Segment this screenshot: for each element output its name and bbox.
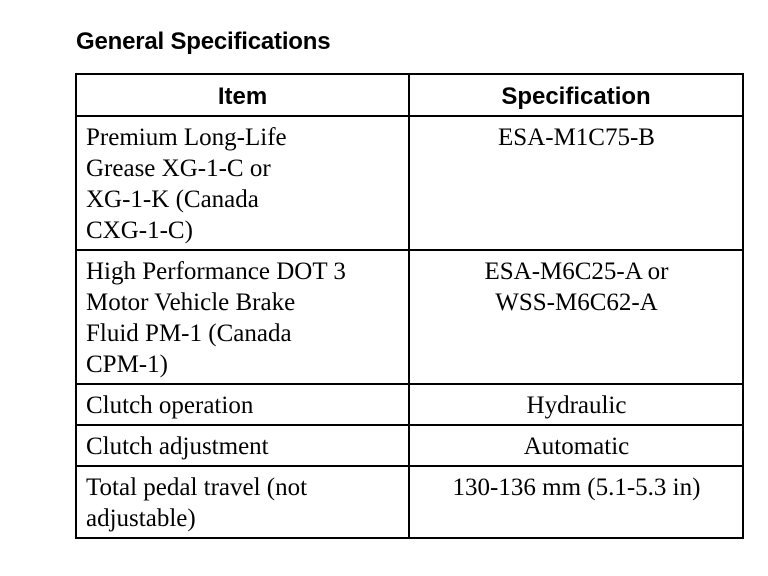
specification-cell <box>409 250 743 384</box>
specification-text-line: ESA-M1C75-B <box>498 124 655 151</box>
item-cell <box>76 116 409 250</box>
item-text-line: Clutch operation <box>86 392 254 419</box>
specification-text-line: WSS-M6C62-A <box>495 289 658 316</box>
item-cell <box>76 425 409 466</box>
column-header-specification: Specification <box>409 74 743 116</box>
item-text-line: Fluid PM-1 (Canada <box>86 320 292 347</box>
page-title: General Specifications <box>76 28 331 55</box>
item-cell <box>76 250 409 384</box>
table-header-row <box>76 74 743 116</box>
specification-text-line: Hydraulic <box>526 392 627 419</box>
item-text-line: Premium Long-Life <box>86 124 287 151</box>
table-row <box>76 466 743 538</box>
column-header-item: Item <box>76 74 409 116</box>
table-row <box>76 250 743 384</box>
item-text-line: Total pedal travel (not <box>86 474 308 501</box>
item-text-line: Motor Vehicle Brake <box>86 289 296 316</box>
item-text-line: adjustable) <box>86 505 196 532</box>
item-text-line: XG-1-K (Canada <box>86 186 259 213</box>
specifications-table <box>75 73 744 539</box>
specification-cell <box>409 466 743 538</box>
table-row <box>76 116 743 250</box>
specification-cell <box>409 384 743 425</box>
specification-cell <box>409 116 743 250</box>
item-cell <box>76 466 409 538</box>
specification-text-line: 130-136 mm (5.1-5.3 in) <box>452 474 701 501</box>
item-text-line: CPM-1) <box>86 351 168 378</box>
table-row <box>76 425 743 466</box>
item-text-line: High Performance DOT 3 <box>86 258 346 285</box>
table-row <box>76 384 743 425</box>
item-cell <box>76 384 409 425</box>
item-text-line: Grease XG-1-C or <box>86 155 271 182</box>
specification-cell <box>409 425 743 466</box>
item-text-line: CXG-1-C) <box>86 217 193 244</box>
specification-text-line: ESA-M6C25-A or <box>484 258 669 285</box>
specification-text-line: Automatic <box>523 433 630 460</box>
item-text-line: Clutch adjustment <box>86 433 269 460</box>
